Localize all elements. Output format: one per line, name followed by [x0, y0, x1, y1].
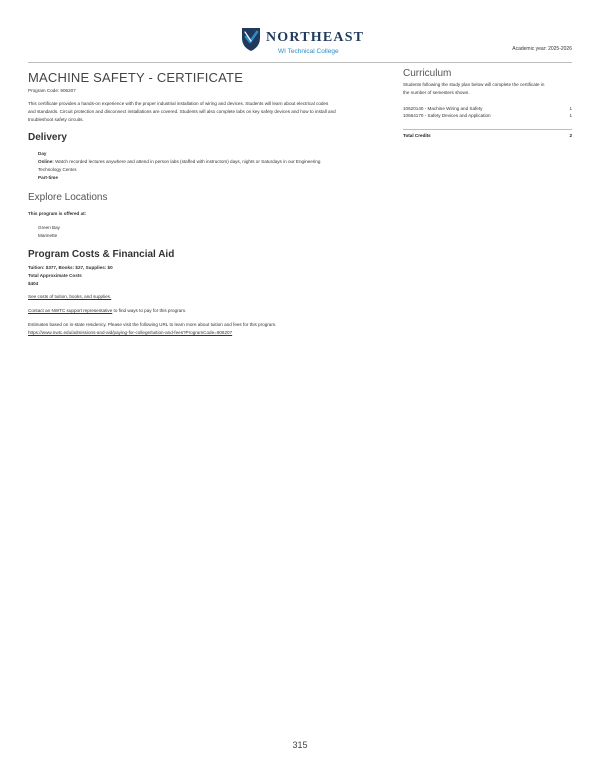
course-name: 10664170 - Safety Devices and Application [403, 113, 491, 119]
total-credits-row [403, 132, 572, 140]
delivery-heading: Delivery [28, 132, 67, 144]
online-description-cont: Technology Center. [38, 166, 78, 172]
course-credits: 1 [569, 105, 572, 111]
total-divider [403, 129, 572, 130]
college-logo[interactable] [240, 26, 370, 58]
see-costs-link[interactable]: See costs of tuition, books, and supplies. [28, 294, 112, 300]
curriculum-intro-line: Students following the study plan below will complete the certificate in [403, 82, 545, 87]
description-line: This certificate provides a hands-on experience with the proper industrial installation of wiring and devices. Students will learn about electrical codes [28, 101, 329, 106]
shield-check-icon [240, 26, 262, 52]
locations-list [38, 224, 386, 240]
curriculum-panel [403, 68, 572, 140]
logo-subtitle: WI Technical College [278, 48, 339, 55]
total-cost-label: Total Approximate Costs [28, 272, 82, 278]
total-credits-value: 2 [569, 133, 572, 139]
curriculum-intro [403, 81, 572, 97]
delivery-day: Day [38, 151, 47, 157]
description-line: and standards. Circuit protection and disconnect installations are covered. Students will also complete labs on key safety devices and how to install and [28, 108, 336, 114]
course-row [403, 112, 572, 120]
delivery-part-time: Part-time [38, 174, 58, 180]
page-title: MACHINE SAFETY - CERTIFICATE [28, 70, 244, 85]
total-cost: $404 [28, 280, 39, 286]
curriculum-heading: Curriculum [403, 68, 452, 79]
program-details [28, 70, 386, 337]
estimate-note: Estimates based on in-state residency. Please visit the following URL to learn more about tuition and fees for this program. [28, 321, 277, 327]
header-divider [28, 62, 572, 63]
course-list [403, 105, 572, 121]
description-line: troubleshoot safety circuits. [28, 116, 84, 122]
online-label: Online: [38, 159, 54, 165]
page-number: 315 [292, 740, 308, 750]
costs-heading: Program Costs & Financial Aid [28, 248, 175, 260]
delivery-online [38, 158, 386, 166]
locations-heading: Explore Locations [28, 191, 108, 203]
cost-breakdown: Tuition: $377, Books: $27, Supplies: $0 [28, 264, 113, 270]
delivery-list [38, 150, 386, 181]
curriculum-intro-line: the number of semesters shown. [403, 89, 470, 95]
course-row [403, 105, 572, 113]
total-credits-label: Total Credits [403, 133, 431, 139]
contact-support-link[interactable]: Contact an NWTC support representative [28, 308, 113, 314]
location-item: Green Bay [38, 225, 60, 231]
course-name: 10620140 - Machine Wiring and Safety [403, 105, 483, 111]
contact-suffix: to find ways to pay for this program. [112, 308, 187, 314]
academic-year: Academic year: 2025-2026 [512, 46, 572, 52]
page-header [0, 22, 600, 62]
program-code: Program Code: 906207 [28, 88, 76, 93]
course-credits: 1 [569, 113, 572, 119]
contact-text [28, 307, 386, 315]
program-description [28, 100, 386, 123]
location-item: Marinette [38, 233, 58, 239]
online-description: Watch recorded lectures anywhere and attend in person labs (staffed with instructors) days, nights or Saturdays in our Engineering [55, 159, 321, 165]
logo-name: NORTHEAST [266, 30, 365, 45]
locations-intro: This program is offered at: [28, 210, 87, 216]
tuition-url-link[interactable]: https://www.nwtc.edu/admissions-and-aid/paying-for-college/tuition-and-fees?ProgramCode=906207 [28, 329, 233, 335]
